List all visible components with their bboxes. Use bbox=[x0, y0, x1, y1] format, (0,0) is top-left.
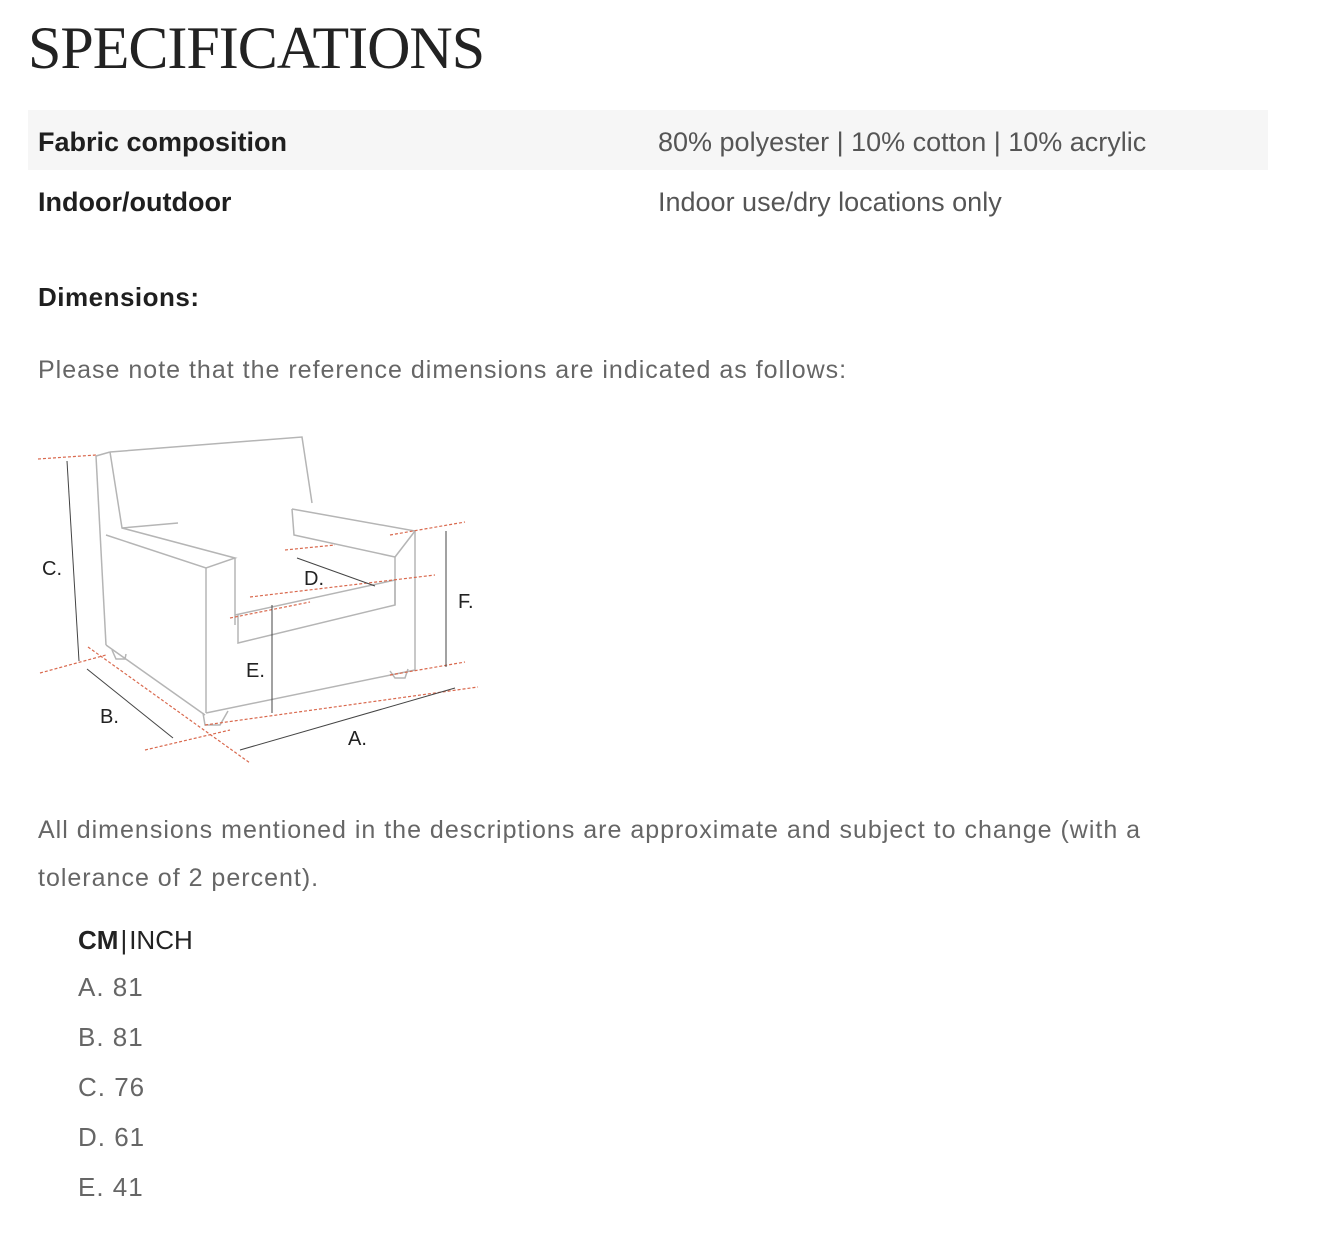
dimension-value-c: C. 76 bbox=[78, 1072, 146, 1102]
diagram-label-e: E. bbox=[246, 660, 265, 682]
dimension-value-d: D. 61 bbox=[78, 1122, 146, 1152]
unit-inch-option[interactable]: INCH bbox=[129, 925, 193, 955]
dimension-value-b: B. 81 bbox=[78, 1022, 144, 1052]
spec-row-indoor-outdoor bbox=[28, 170, 1268, 230]
dimensions-note: Please note that the reference dimensions are indicated as follows: bbox=[38, 356, 848, 384]
dimension-value-e: E. 41 bbox=[78, 1172, 144, 1202]
diagram-label-b: B. bbox=[100, 706, 119, 728]
diagram-label-a: A. bbox=[348, 728, 367, 750]
spec-key: Fabric composition bbox=[38, 127, 288, 157]
spec-value: Indoor use/dry locations only bbox=[658, 187, 1002, 217]
spec-key: Indoor/outdoor bbox=[38, 187, 232, 217]
dimension-value-a: A. 81 bbox=[78, 972, 144, 1002]
unit-toggle bbox=[78, 925, 193, 956]
page-title: SPECIFICATIONS bbox=[28, 15, 485, 81]
dimension-values-list bbox=[78, 965, 145, 1215]
diagram-label-f: F. bbox=[458, 591, 474, 613]
dimension-arrows bbox=[67, 461, 455, 750]
unit-cm-option[interactable]: CM bbox=[78, 925, 119, 955]
spec-row-fabric bbox=[28, 110, 1268, 170]
diagram-label-c: C. bbox=[42, 558, 62, 580]
diagram-label-d: D. bbox=[304, 568, 324, 590]
armchair-dimension-diagram bbox=[30, 425, 500, 775]
tolerance-note: All dimensions mentioned in the descriptions are approximate and subject to change (with a tolerance of 2 percent). bbox=[38, 816, 1142, 892]
spec-value: 80% polyester | 10% cotton | 10% acrylic bbox=[658, 127, 1147, 157]
specifications-table bbox=[28, 110, 1268, 230]
dimensions-heading: Dimensions: bbox=[38, 282, 200, 312]
unit-separator: | bbox=[120, 925, 128, 955]
